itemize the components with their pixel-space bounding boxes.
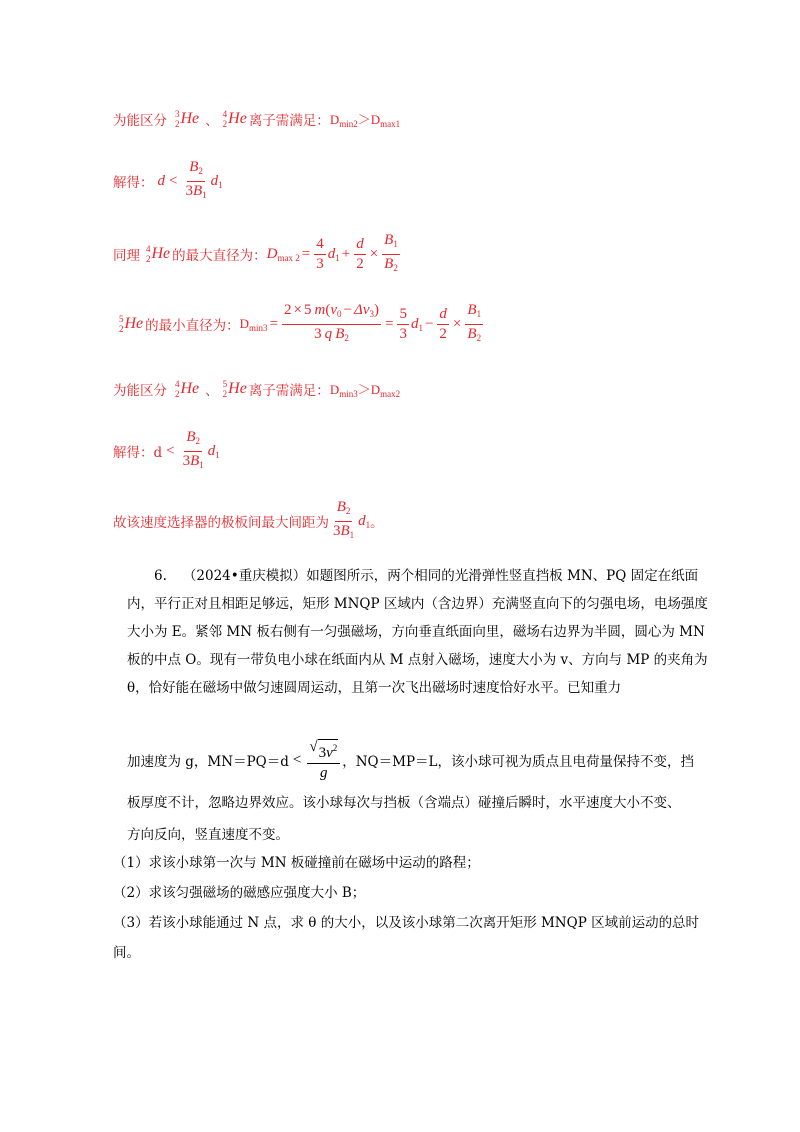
line3-prefix: 同理 — [113, 248, 140, 264]
line2-var: d — [157, 172, 165, 189]
line1-prefix: 为能区分 — [113, 113, 167, 129]
problem-6-formula-line: 加速度为 g，MN＝PQ＝d < √ $3v^2$ g ，NQ＝MP＝L，该小球可视为质点且电荷量保持不变，挡 — [127, 738, 695, 781]
line2-prefix: 解得： — [113, 175, 154, 191]
line6-prefix: 解得：d — [113, 445, 163, 461]
problem-text-2b: ，NQ＝MP＝L，该小球可视为质点且电荷量保持不变，挡 — [342, 754, 695, 770]
isotope-he5-line5: 5 2 He — [222, 379, 247, 399]
line4-main-fraction: $\frac{2 \times 5 m(v_0 - \Delta v_3)}{3 q B_2}$ — [284, 301, 379, 343]
problem-line-4: 方向反向，竖直速度不变。 — [127, 827, 289, 843]
solution-line-7: 故该速度选择器的极板间最大间距为 $\frac{B_2}{3B_1}$ $d_1$ 。 — [113, 500, 384, 542]
line3-frac3: $\frac{B_1}{B_2}$ — [384, 231, 398, 273]
line5-sep: 、 — [205, 383, 219, 399]
question-1: （1）求该小球第一次与 MN 板碰撞前在磁场中运动的路程； — [113, 855, 480, 871]
isotope-he4-line5: 4 2 He — [175, 379, 200, 399]
line5-prefix: 为能区分 — [113, 383, 167, 399]
solution-line-3: 同理 4 2 He 的最大直径为： $D_{max 2}$ = $\frac{4}{3}$ $d_1$ + $\frac{d}{2}$ × $\frac{B_1}{B_2}$ — [113, 233, 402, 275]
solution-line-2 — [113, 160, 223, 202]
line3-lhs: $D_{max 2}$ — [266, 245, 300, 263]
solution-line-4: 5 2 He 的最小直径为： $D_{min3}$ = $\frac{2 \times 5 m(v_0 - \Delta v_3)}{3 q B_2}$ = $\frac{5}{3}$ $d_1$ − $\frac{d}{2}$ × $\frac{B_1}{B_2}$ — [117, 303, 485, 345]
line4-lhs: $D_{min3}$ — [239, 315, 268, 333]
solution-line-6: 解得：d < $\frac{B_2}{3B_1}$ $d_1$ — [113, 430, 220, 472]
isotope-he3: 3 2 He — [175, 109, 200, 129]
solution-line-1 — [113, 108, 400, 130]
problem-sqrt-fraction: √ $3v^2$ g — [307, 739, 340, 782]
line4-frac-b: $\frac{B_1}{B_2}$ — [467, 301, 482, 343]
line4-mid: 的最小直径为： — [145, 318, 240, 334]
line6-fraction: $\frac{B_2}{3B_1}$ — [182, 428, 204, 470]
line3-frac2: $\frac{d}{2}$ — [356, 235, 364, 272]
line2-fraction: $\frac{B_2}{3B_1}$ — [185, 158, 207, 200]
problem-line-3: 板厚度不计，忽略边界效应。该小球每次与挡板（含端点）碰撞后瞬时，水平速度大小不变、 — [127, 795, 681, 811]
problem-text-2a: 加速度为 g，MN＝PQ＝d — [127, 754, 289, 770]
problem-6-paragraph — [127, 562, 712, 702]
solution-line-5 — [113, 378, 400, 400]
line3-frac1: $\frac{4}{3}$ — [316, 235, 324, 272]
problem-text-1: （2024•重庆模拟）如题图所示，两个相同的光滑弹性竖直挡板 MN、PQ 固定在纸面内，平行正对且相距足够远，矩形 MNQP 区域内（含边界）充满竖直向下的匀强电场，电场强度大小为 E。紧邻 MN 板右侧有一匀强磁场，方向垂直纸面向里，磁场右边界为半圆，圆心为 MN 板的中点 O。现有一带负电小球在纸面内从 M 点射入磁场，速度大小为 v、方向与 MP 的夹角为 θ，恰好能在磁场中做匀速圆周运动，且第一次飞出磁场时速度恰好水平。已知重力 — [127, 568, 708, 696]
line1-condition: $D_{min2}>D_{max1}$ — [329, 112, 401, 129]
line5-suffix: 离子需满足： — [248, 383, 330, 399]
isotope-he5: 5 2 He — [119, 314, 144, 334]
problem-number: 6. — [154, 568, 167, 584]
question-2: （2）求该匀强磁场的磁感应强度大小 B； — [113, 885, 366, 901]
question-3-continued: 间。 — [113, 945, 140, 961]
line7-fraction: $\frac{B_2}{3B_1}$ — [333, 498, 355, 540]
question-3: （3）若该小球能通过 N 点，求 θ 的大小，以及该小球第二次离开矩形 MNQP 区域前运动的总时 — [113, 915, 700, 931]
line5-condition: $D_{min3}>D_{max2}$ — [329, 382, 401, 399]
line4-frac-d-2: $\frac{d}{2}$ — [439, 305, 447, 342]
line2-tail: $d_1$ — [210, 172, 223, 190]
line7-prefix: 故该速度选择器的极板间最大间距为 — [113, 515, 329, 531]
line2-lt: < — [169, 172, 178, 189]
line1-suffix: 离子需满足： — [248, 113, 330, 129]
line1-sep: 、 — [205, 113, 219, 129]
isotope-he4: 4 2 He — [222, 109, 247, 129]
line4-frac-5-3: $\frac{5}{3}$ — [399, 305, 407, 342]
line3-mid: 的最大直径为： — [172, 248, 267, 264]
isotope-he4-line3: 4 2 He — [146, 244, 171, 264]
